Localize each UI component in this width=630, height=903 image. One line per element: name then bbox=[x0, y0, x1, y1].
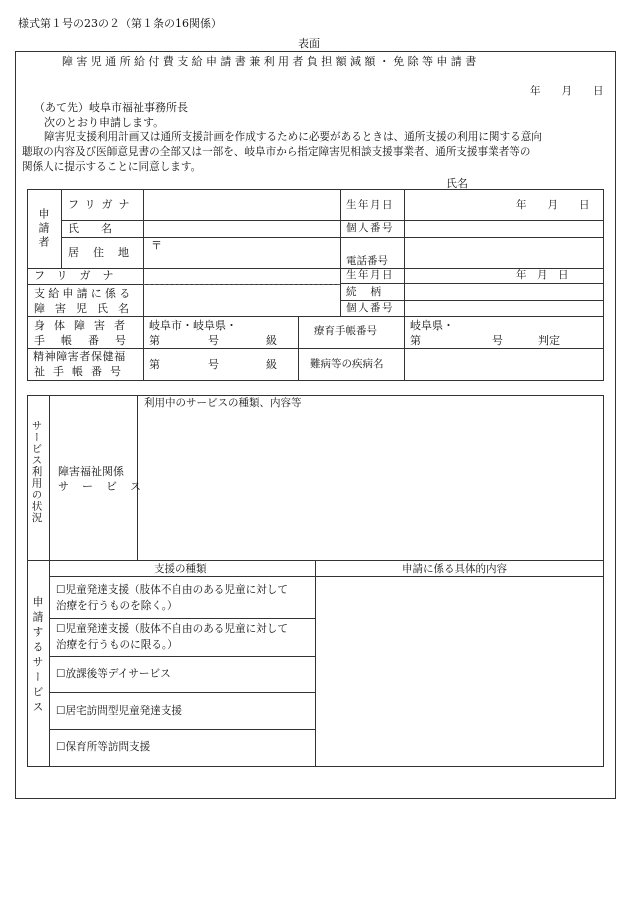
applicant-birthdate-label: 生年月日 bbox=[346, 199, 394, 211]
applicant-address-label: 居住地 bbox=[68, 246, 143, 259]
current-service-input[interactable] bbox=[140, 414, 601, 557]
disease-name-label: 難病等の疾病名 bbox=[310, 358, 384, 370]
mental-book-label-2: 祉手帳番号 bbox=[34, 365, 129, 378]
ryoiku-no-suffix: 号 bbox=[492, 334, 503, 347]
service-option-1-note: 治療を行うものを除く。） bbox=[56, 600, 178, 612]
consent-line-3: 関係人に提示することに同意します。 bbox=[22, 161, 202, 173]
physical-book-label-2: 手帳番号 bbox=[34, 334, 142, 347]
physical-book-no-prefix: 第 bbox=[149, 334, 160, 347]
service-usage-section-label: サービス利用の状況 bbox=[30, 420, 43, 524]
side-label: 表面 bbox=[298, 37, 320, 50]
ryoiku-judgement: 判定 bbox=[538, 334, 560, 347]
addressee: （あて先）岐阜市福祉事務所長 bbox=[34, 101, 188, 114]
current-service-header: 利用中のサービスの種類、内容等 bbox=[144, 397, 302, 409]
relationship-label: 続柄 bbox=[346, 286, 395, 298]
postal-mark: 〒 bbox=[151, 239, 162, 252]
service-option-3[interactable]: ☐放課後等デイサービス bbox=[56, 668, 171, 680]
applicant-name-label: 氏名 bbox=[68, 222, 134, 235]
welfare-service-label-2: サービス bbox=[58, 480, 154, 493]
form-number: 様式第１号の23の２（第１条の16関係） bbox=[18, 17, 222, 30]
child-name-label-2: 障害児氏名 bbox=[34, 302, 139, 315]
request-detail-header: 申請に係る具体的内容 bbox=[402, 563, 507, 575]
request-detail-input[interactable] bbox=[318, 579, 601, 764]
ryoiku-no-prefix: 第 bbox=[410, 334, 421, 347]
requested-service-section-label: 申請するサービス bbox=[31, 596, 44, 716]
disease-name-input[interactable] bbox=[406, 350, 602, 379]
child-name-label-1: 支給申請に係る bbox=[34, 287, 134, 300]
service-option-4[interactable]: ☐居宅訪問型児童発達支援 bbox=[56, 705, 183, 717]
welfare-service-label-1: 障害福祉関係 bbox=[58, 465, 124, 478]
service-option-5[interactable]: ☐保育所等訪問支援 bbox=[56, 741, 151, 753]
phone-label: 電話番号 bbox=[346, 255, 388, 267]
applicant-personal-number-input[interactable] bbox=[406, 222, 602, 235]
intro-text: 次のとおり申請します。 bbox=[44, 116, 165, 129]
physical-book-no-suffix: 号 bbox=[208, 334, 219, 347]
mental-book-label-1: 精神障害者保健福 bbox=[33, 350, 126, 363]
applicant-furigana-input[interactable] bbox=[145, 191, 338, 218]
applicant-birthdate-field[interactable]: 年 月 日 bbox=[516, 199, 590, 211]
physical-book-issuer[interactable]: 岐阜市・岐阜県・ bbox=[149, 319, 237, 332]
applicant-section-label: 申請者 bbox=[37, 208, 50, 250]
service-option-2-note: 治療を行うものに限る。） bbox=[56, 639, 178, 651]
applicant-name-input[interactable] bbox=[145, 222, 338, 235]
service-option-2[interactable]: ☐児童発達支援（肢体不自由のある児童に対して bbox=[56, 623, 288, 635]
mental-book-no-prefix: 第 bbox=[149, 358, 160, 371]
child-birthdate-field[interactable]: 年 月 日 bbox=[516, 269, 569, 281]
mental-book-grade: 級 bbox=[266, 358, 277, 371]
consent-line-1: 障害児支援利用計画又は通所支援計画を作成するために必要があるときは、通所支援の利用に関する意向 bbox=[44, 131, 542, 143]
applicant-personal-number-label: 個人番号 bbox=[346, 222, 394, 234]
child-furigana-label: フリガナ bbox=[34, 269, 126, 282]
signature-name-label: 氏名 bbox=[446, 177, 468, 190]
ryoiku-book-label: 療育手帳番号 bbox=[314, 325, 377, 337]
mental-book-no-suffix: 号 bbox=[208, 358, 219, 371]
ryoiku-issuer[interactable]: 岐阜県・ bbox=[410, 319, 454, 332]
applicant-furigana-label: フリガナ bbox=[68, 198, 136, 211]
consent-line-2: 聴取の内容及び医師意見書の全部又は一部を、岐阜市から指定障害児相談支援事業者、通所支援事業者等の bbox=[22, 146, 531, 158]
support-kind-header: 支援の種類 bbox=[154, 563, 207, 575]
physical-book-label-1: 身体障害者 bbox=[34, 319, 134, 332]
form-title: 障害児通所給付費支給申請書兼利用者負担額減額・免除等申請書 bbox=[62, 55, 480, 68]
date-field[interactable]: 年 月 日 bbox=[530, 85, 604, 97]
service-option-1[interactable]: ☐児童発達支援（肢体不自由のある児童に対して bbox=[56, 584, 288, 596]
child-name-input[interactable] bbox=[145, 286, 338, 314]
child-personal-number-label: 個人番号 bbox=[346, 302, 394, 314]
child-birthdate-label: 生年月日 bbox=[346, 269, 394, 281]
physical-book-grade: 級 bbox=[266, 334, 277, 347]
child-furigana-input[interactable] bbox=[145, 270, 338, 282]
